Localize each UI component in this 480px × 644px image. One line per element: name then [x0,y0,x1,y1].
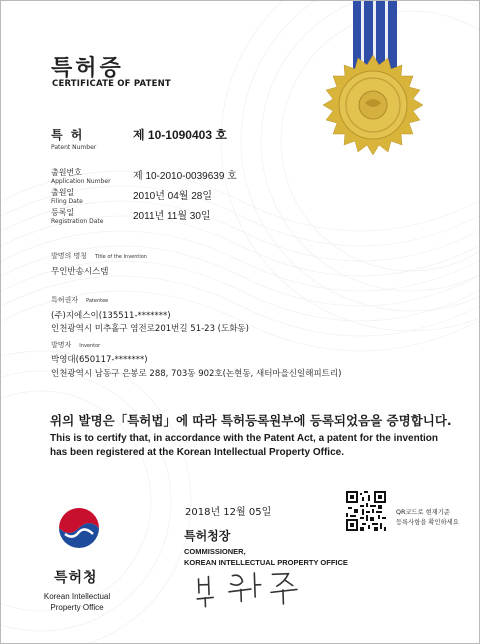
patentee-label-ko: 특허권자 [51,296,79,304]
filing-date-value: 2010년 04월 28일 [133,191,213,202]
patent-number-label-en: Patent Number [51,144,97,151]
inventor-label [51,340,100,350]
registration-date-label: 등록일 [51,208,75,217]
inventor-address: 인천광역시 남동구 은봉로 288, 703동 902호(논현동, 새터마을신일해피트리) [51,369,342,379]
invention-title-label-en: Title of the Invention [95,254,147,260]
invention-title-label-ko: 발명의 명칭 [51,252,88,260]
invention-title-value: 무인반송시스템 [51,267,109,277]
registration-date-label-en: Registration Date [51,218,104,225]
kipo-logo-icon [55,504,103,558]
application-number-value: 제 10-2010-0039639 호 [133,171,237,182]
filing-date-label-en: Filing Date [51,198,83,205]
issue-date: 2018년 12월 05일 [185,507,272,518]
qr-code-icon [346,491,386,531]
inventor-label-ko: 발명자 [51,341,72,349]
commissioner-signature [192,567,314,618]
application-number-label-en: Application Number [51,178,111,185]
certification-statement-en-line1: This is to certify that, in accordance with the Patent Act, a patent for the invention [50,433,439,444]
certificate-subtitle: CERTIFICATE OF PATENT [52,79,171,89]
patentee-name: (주)지에스이(135511-*******) [51,311,171,321]
commissioner-title-ko: 특허청장 [184,529,231,543]
qr-code-note-line2: 등록사항을 확인하세요 [396,519,459,526]
patentee-address: 인천광역시 미추홀구 염전로201번길 51-23 (도화동) [51,324,249,334]
filing-date-label: 출원일 [51,188,75,197]
gold-seal-icon [321,53,425,157]
kipo-name-en [37,591,117,613]
patent-number-label: 특 허 [51,128,85,142]
invention-title-label [51,251,147,261]
certification-statement-en [50,432,438,460]
inventor-name: 박영대(650117-*******) [51,355,148,365]
application-number-label: 출원번호 [51,168,82,177]
kipo-name-ko: 특허청 [54,570,98,586]
patent-number-value: 제 10-1090403 호 [133,128,227,142]
kipo-name-en-line1: Korean Intellectual [43,592,111,601]
patentee-label [51,295,108,305]
commissioner-title-en [184,546,348,568]
inventor-label-en: Inventor [79,343,101,349]
certificate-title: 특허증 [51,56,124,81]
commissioner-title-en-line1: COMMISSIONER, [184,547,246,556]
qr-code-note [396,508,459,528]
registration-date-value: 2011년 11월 30일 [133,211,211,222]
commissioner-title-en-line2: KOREAN INTELLECTUAL PROPERTY OFFICE [184,558,348,567]
kipo-name-en-line2: Property Office [50,603,104,612]
certification-statement-en-line2: has been registered at the Korean Intellectual Property Office. [50,447,344,458]
qr-code-note-line1: QR코드로 현재기준 [396,509,450,516]
signature-drawing [192,567,313,611]
patentee-label-en: Patentee [86,298,109,304]
certification-statement-ko: 위의 발명은「특허법」에 따라 특허등록원부에 등록되었음을 증명합니다. [50,413,452,428]
